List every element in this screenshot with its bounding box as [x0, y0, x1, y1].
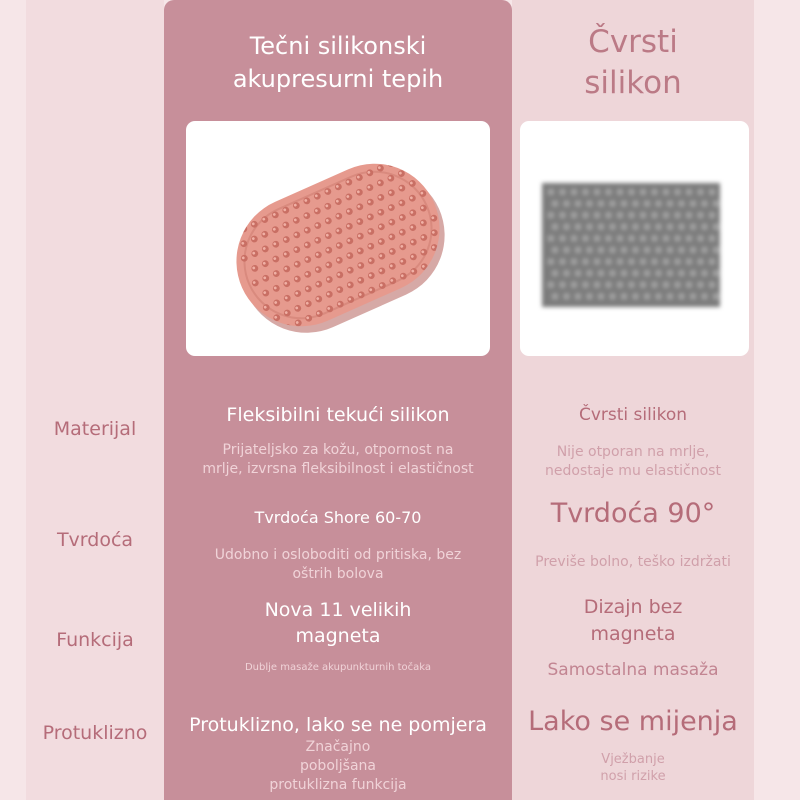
function-main: Nova 11 velikih magneta: [264, 599, 412, 647]
material-main: Fleksibilni tekući silikon: [226, 404, 450, 426]
row-label-hardness: Tvrdoća: [56, 529, 134, 551]
anti-slip-main-description: Značajno poboljšana protuklizna funkcija: [269, 739, 407, 793]
material-main-description: Prijateljsko za kožu, otpornost na mrlje, izvrsna fleksibilnost i elastičnost: [202, 442, 474, 477]
function-other-description: Samostalna masaža: [547, 660, 719, 680]
hardness-other: Tvrdoća 90°: [550, 498, 716, 529]
row-label-function: Funkcija: [56, 629, 134, 651]
hard-silicone-mat-image: [520, 121, 749, 356]
material-other: Čvrsti silikon: [578, 405, 687, 425]
row-label-anti-slip: Protuklizno: [42, 722, 148, 744]
anti-slip-main: Protuklizno, lako se ne pomjera: [189, 714, 487, 736]
material-other-description: Nije otporan na mrlje, nedostaje mu elastičnost: [545, 444, 721, 479]
hardness-other-description: Previše bolno, teško izdržati: [535, 554, 731, 570]
anti-slip-other-description: Vježbanje nosi rizike: [600, 752, 666, 784]
liquid-silicone-mat-image: [186, 121, 490, 356]
anti-slip-other: Lako se mijenja: [528, 706, 738, 737]
function-main-description: Dublje masaže akupunkturnih točaka: [244, 662, 432, 673]
function-other: Dizajn bez magneta: [583, 596, 683, 645]
liquid-silicone-title: Tečni silikonski akupresurni tepih: [232, 32, 444, 93]
hard-silicone-title: Čvrsti silikon: [584, 24, 682, 101]
liquid-silicone-column: [164, 0, 512, 800]
hardness-main: Tvrdoća Shore 60-70: [254, 508, 422, 527]
label-column: [26, 0, 164, 800]
hardness-main-description: Udobno i osloboditi od pritiska, bez oštrih bolova: [214, 547, 462, 582]
row-label-material: Materijal: [53, 418, 137, 440]
